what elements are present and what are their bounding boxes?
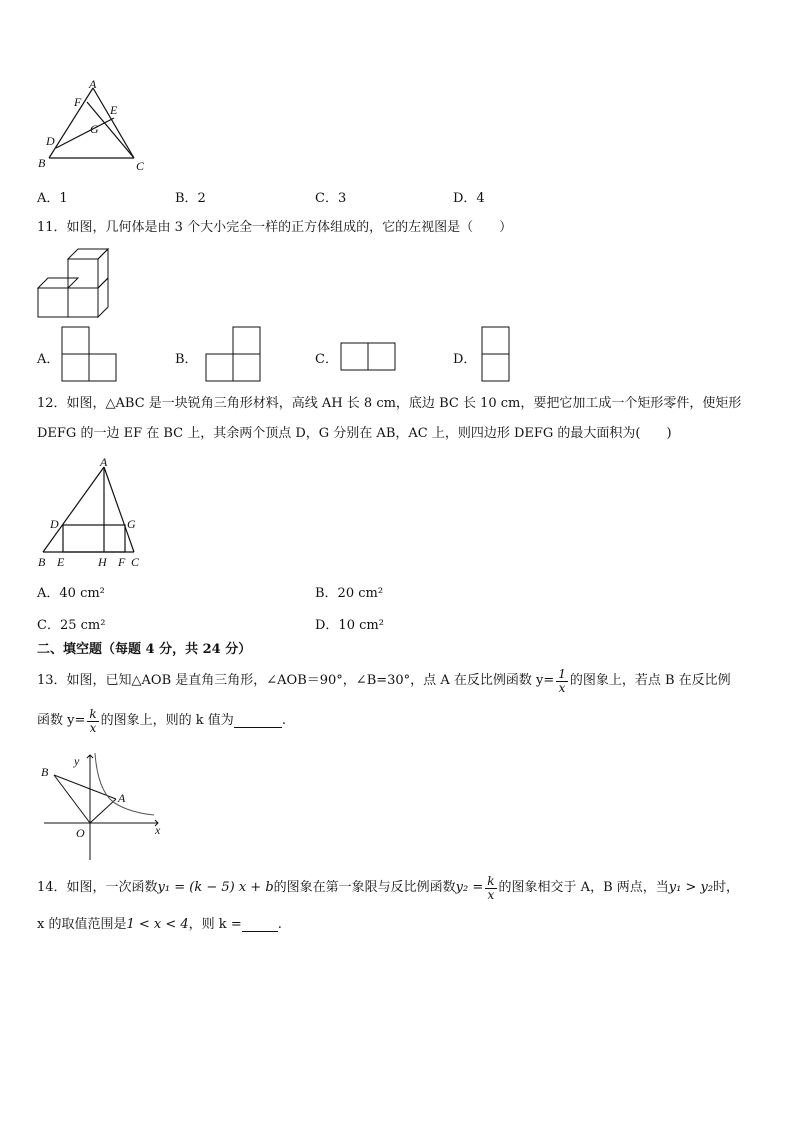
q11-cubes-figure (36, 247, 116, 322)
q13-label-A: A (118, 791, 126, 805)
q11-option-b-view (205, 326, 263, 382)
q11-option-a: A． (37, 352, 60, 367)
q11-option-d: D． (453, 352, 477, 367)
q13-line2-end: . (281, 713, 286, 728)
q13-line1-text-a: 13．如图，已知△AOB 是直角三角形，∠AOB＝90°，∠B=30°，点 A 在反比例函数 y= (37, 673, 555, 688)
q12-option-d: D．10 cm² (315, 618, 384, 633)
q10-triangle-figure (30, 78, 160, 176)
q13-line1 (37, 666, 731, 696)
q13-line2-text-b: 的图象上，则的 k 值为 (100, 713, 234, 728)
q10-label-A: A (89, 78, 97, 91)
q14-answer-blank[interactable] (242, 919, 278, 932)
q12-label-E: E (57, 555, 65, 569)
q14-expr-range: 1 < x < 4 (126, 917, 189, 932)
q14-line1-text-b: 的图象在第一象限与反比例函数 (273, 880, 456, 895)
q13-frac1-denominator: x (558, 680, 566, 695)
q13-frac1-numerator: 1 (558, 666, 566, 681)
q14-line2 (37, 914, 282, 936)
q13-line2 (37, 706, 286, 736)
q14-fraction (485, 875, 496, 902)
q11-option-c-view (340, 342, 398, 372)
q13-label-O: O (76, 826, 85, 840)
q14-line1-text-a: 14．如图，一次函数 (37, 880, 158, 895)
q14-line1-text-d: 时， (713, 880, 740, 895)
q14-line1 (37, 873, 739, 903)
q13-fraction-1 (556, 668, 568, 695)
q13-label-y: y (74, 754, 80, 768)
q13-label-x: x (155, 823, 161, 837)
q13-graph-figure (38, 745, 168, 867)
q14-expr-linear: y₁ = (k − 5) x + b (157, 880, 274, 895)
q14-line2-text-b: ，则 k = (188, 917, 242, 932)
q12-triangle-figure (32, 455, 152, 571)
q12-label-H: H (98, 555, 107, 569)
q12-label-G: G (127, 517, 136, 531)
q11-option-d-view (481, 326, 512, 382)
q12-label-D: D (50, 517, 59, 531)
q13-line2-text-a: 函数 y= (37, 713, 86, 728)
q10-label-B: B (38, 156, 46, 170)
section-title: 二、填空题（每题 4 分，共 24 分） (37, 642, 252, 657)
q14-frac-numerator: k (487, 873, 495, 888)
q12-label-F: F (118, 555, 126, 569)
q14-line2-text-a: x 的取值范围是 (37, 917, 127, 932)
q11-stem: 11．如图，几何体是由 3 个大小完全一样的正方体组成的，它的左视图是（ ） (37, 220, 513, 235)
q10-label-E: E (110, 103, 118, 117)
q13-fraction-2 (87, 708, 98, 735)
q10-label-C: C (136, 159, 145, 173)
q13-frac2-denominator: x (89, 720, 97, 735)
q10-label-D: D (46, 134, 55, 148)
q12-stem-line1: 12．如图，△ABC 是一块锐角三角形材料，高线 AH 长 8 cm，底边 BC 长 10 cm，要把它加工成一个矩形零件，使矩形 (37, 396, 742, 411)
q14-frac-denominator: x (487, 887, 495, 902)
q10-option-d: D．4 (453, 191, 485, 206)
q10-label-F: F (74, 95, 82, 109)
q12-label-C: C (131, 555, 140, 569)
q13-line1-text-b: 的图象上，若点 B 在反比例 (569, 673, 731, 688)
q10-option-a: A．1 (37, 191, 68, 206)
q12-option-b: B．20 cm² (315, 586, 384, 601)
q14-line1-text-c: 的图象相交于 A，B 两点，当 (498, 880, 669, 895)
q13-answer-blank[interactable] (234, 715, 282, 728)
q10-option-c: C．3 (315, 191, 347, 206)
q13-frac2-numerator: k (89, 706, 97, 721)
q12-label-A: A (100, 455, 108, 469)
q11-option-b: B． (175, 352, 198, 367)
q13-label-B: B (41, 765, 49, 779)
q12-stem-line2: DEFG 的一边 EF 在 BC 上，其余两个顶点 D，G 分别在 AB，AC 上，则四边形 DEFG 的最大面积为( ) (37, 426, 672, 441)
q14-expr-inequality: y₁ > y₂ (668, 880, 714, 895)
q10-label-G: G (90, 122, 99, 136)
q14-expr-y2: y₂ = (455, 880, 484, 895)
q14-line2-end: . (277, 917, 282, 932)
q11-option-a-view (61, 326, 119, 382)
q11-option-c: C． (315, 352, 338, 367)
q10-option-b: B．2 (175, 191, 206, 206)
q12-label-B: B (38, 555, 46, 569)
q12-option-a: A．40 cm² (37, 586, 105, 601)
q12-option-c: C．25 cm² (37, 618, 106, 633)
